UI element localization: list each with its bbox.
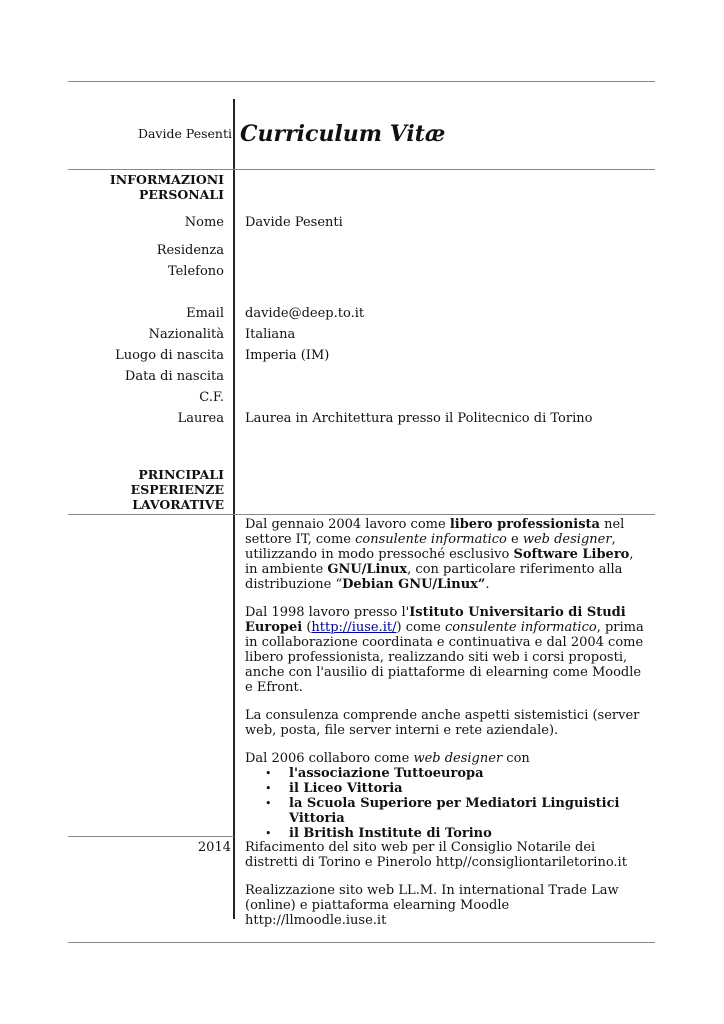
experience-rule: [68, 514, 655, 515]
author-name: Davide Pesenti: [137, 126, 232, 141]
experience-paragraph-freelance: Dal gennaio 2004 lavoro come libero professionista nel settore IT, come consulente informatico e web designer, utilizzando in modo pressoché esclusivo Software Libero, in ambiente GNU/Linux, con particolare riferimento alla distribuzione “Debian GNU/Linux”.: [245, 517, 634, 592]
experience-paragraph-web-designer: Dal 2006 collaboro come web designer con: [245, 751, 530, 766]
label-residenza: Residenza: [156, 243, 224, 258]
value-laurea: Laurea in Architettura presso il Politecnico di Torino: [245, 411, 593, 426]
label-laurea: Laurea: [177, 411, 224, 426]
column-divider: [233, 99, 235, 919]
value-email: davide@deep.to.it: [245, 306, 365, 321]
entry-2014-rule: [68, 836, 234, 837]
label-nome: Nome: [184, 215, 224, 230]
list-item: • la Scuola Superiore per Mediatori Linguistici Vittoria: [245, 796, 650, 826]
bottom-rule: [68, 942, 655, 943]
value-nazionalita: Italiana: [245, 327, 296, 342]
document-title: Curriculum Vitæ: [240, 121, 446, 147]
header-rule: [68, 169, 655, 170]
section-heading-experience: PRINCIPALI ESPERIENZE LAVORATIVE: [130, 467, 224, 512]
entry-year-2014: 2014: [197, 840, 231, 855]
entry-2014-paragraph-llm: Realizzazione sito web LL.M. In international Trade Law (online) e piattaforma elearning Moodle http://llmoodle.iuse.it: [245, 883, 619, 928]
entry-2014-paragraph-notarile: Rifacimento del sito web per il Consiglio Notarile dei distretti di Torino e Pinerolo http//consigliontariletorino.it: [245, 840, 627, 870]
list-item: • il Liceo Vittoria: [245, 781, 650, 796]
list-item: • l'associazione Tuttoeuropa: [245, 766, 650, 781]
label-nazionalita: Nazionalità: [148, 327, 224, 342]
experience-body: [245, 517, 650, 841]
value-nome: Davide Pesenti: [245, 215, 343, 230]
experience-paragraph-iuse: Dal 1998 lavoro presso l'Istituto Universitario di Studi Europei (http://iuse.it/) come consulente informatico, prima in collaborazione coordinata e continuativa e dal 2004 come libero professionista, realizzando siti web i corsi proposti, anche con l'ausilio di piattaforme di elearning come Moodle e Efront.: [245, 605, 644, 695]
label-email: Email: [186, 306, 224, 321]
label-telefono: Telefono: [167, 264, 224, 279]
label-cf: C.F.: [199, 390, 224, 405]
entry-2014-body: [245, 840, 650, 941]
list-item: • il British Institute di Torino: [245, 826, 650, 841]
value-luogo-nascita: Imperia (IM): [245, 348, 330, 363]
clients-list: [245, 766, 650, 841]
label-data-nascita: Data di nascita: [124, 369, 224, 384]
iuse-link[interactable]: http://iuse.it/: [311, 620, 397, 635]
label-luogo-nascita: Luogo di nascita: [115, 348, 224, 363]
top-rule: [68, 81, 655, 82]
section-heading-personal: INFORMAZIONI PERSONALI: [109, 172, 224, 202]
experience-paragraph-consulenza: La consulenza comprende anche aspetti sistemistici (server web, posta, file server interni e rete aziendale).: [245, 708, 640, 738]
